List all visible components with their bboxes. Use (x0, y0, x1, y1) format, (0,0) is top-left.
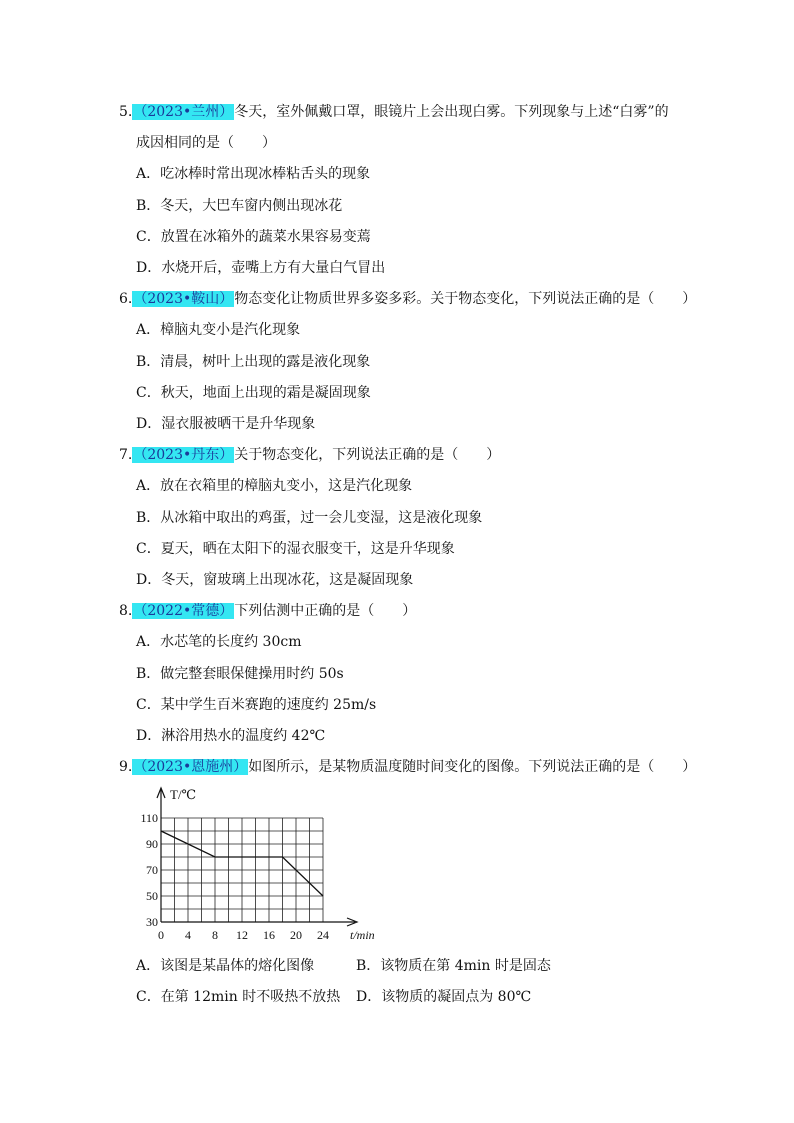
question-number: 6. (119, 291, 133, 307)
question-9-option-d: D．该物质的凝固点为 80℃ (356, 989, 532, 1005)
question-7-option-c: C．夏天，晒在太阳下的湿衣服变干，这是升华现象 (136, 541, 455, 557)
question-8-option-c: C．某中学生百米赛跑的速度约 25m/s (136, 697, 377, 713)
question-number: 9. (119, 759, 133, 775)
question-text: 冬天，室外佩戴口罩，眼镜片上会出现白雾。下列现象与上述“白雾”的 (234, 104, 669, 120)
x-tick-label: 20 (290, 928, 302, 942)
question-6-stem (119, 290, 696, 308)
y-tick-label: 90 (146, 837, 158, 851)
y-axis-label: T/℃ (170, 787, 197, 802)
question-5-option-b: B．冬天，大巴车窗内侧出现冰花 (136, 198, 343, 214)
question-text: 下列估测中正确的是（ ） (234, 603, 417, 619)
question-text: 如图所示，是某物质温度随时间变化的图像。下列说法正确的是（ ） (248, 759, 697, 775)
question-7-option-b: B．从冰箱中取出的鸡蛋，过一会儿变湿，这是液化现象 (136, 510, 483, 526)
x-tick-label: 24 (317, 928, 329, 942)
question-5-option-d: D．水烧开后，壶嘴上方有大量白气冒出 (136, 260, 386, 276)
question-8-option-b: B．做完整套眼保健操用时约 50s (136, 666, 344, 682)
question-6-option-a: A．樟脑丸变小是汽化现象 (136, 322, 301, 338)
question-9-option-b: B．该物质在第 4min 时是固态 (356, 958, 551, 974)
y-tick-label: 110 (140, 811, 158, 825)
question-7-option-a: A．放在衣箱里的樟脑丸变小，这是汽化现象 (136, 478, 413, 494)
question-9-option-c: C．在第 12min 时不吸热不放热 (136, 989, 341, 1005)
question-8-option-d: D．淋浴用热水的温度约 42℃ (136, 728, 326, 744)
question-8-stem (119, 602, 416, 620)
question-5-stem-continued: 成因相同的是（ ） (136, 135, 276, 151)
question-8-option-a: A．水芯笔的长度约 30cm (136, 634, 302, 650)
question-7-option-d: D．冬天，窗玻璃上出现冰花，这是凝固现象 (136, 572, 414, 588)
question-9-stem (119, 758, 696, 776)
source-tag: （2023•兰州） (133, 104, 234, 120)
question-5-option-a: A．吃冰棒时常出现冰棒粘舌头的现象 (136, 166, 371, 182)
question-number: 8. (119, 603, 133, 619)
question-9-option-a: A．该图是某晶体的熔化图像 (136, 958, 315, 974)
x-axis-label: t/min (350, 928, 375, 942)
source-tag: （2022•常德） (133, 603, 234, 619)
x-tick-label: 16 (263, 928, 275, 942)
question-text: 物态变化让物质世界多姿多彩。关于物态变化，下列说法正确的是（ ） (234, 291, 697, 307)
question-number: 7. (119, 447, 133, 463)
y-tick-label: 30 (146, 915, 158, 929)
question-6-option-b: B．清晨，树叶上出现的露是液化现象 (136, 354, 371, 370)
question-number: 5. (119, 104, 133, 120)
x-tick-label: 0 (158, 928, 164, 942)
question-5-stem (119, 103, 669, 121)
chart-grid (161, 818, 323, 922)
y-tick-label: 50 (146, 889, 158, 903)
question-text: 关于物态变化，下列说法正确的是（ ） (234, 447, 501, 463)
x-tick-label: 12 (236, 928, 248, 942)
source-tag: （2023•恩施州） (133, 759, 248, 775)
question-5-option-c: C．放置在冰箱外的蔬菜水果容易变蔫 (136, 229, 371, 245)
y-tick-label: 70 (146, 863, 158, 877)
question-6-option-d: D．湿衣服被晒干是升华现象 (136, 416, 316, 432)
temperature-time-chart (130, 782, 400, 952)
source-tag: （2023•鞍山） (133, 291, 234, 307)
x-tick-label: 4 (185, 928, 191, 942)
question-6-option-c: C．秋天，地面上出现的霜是凝固现象 (136, 385, 371, 401)
x-tick-label: 8 (212, 928, 218, 942)
question-7-stem (119, 446, 500, 464)
source-tag: （2023•丹东） (133, 447, 234, 463)
